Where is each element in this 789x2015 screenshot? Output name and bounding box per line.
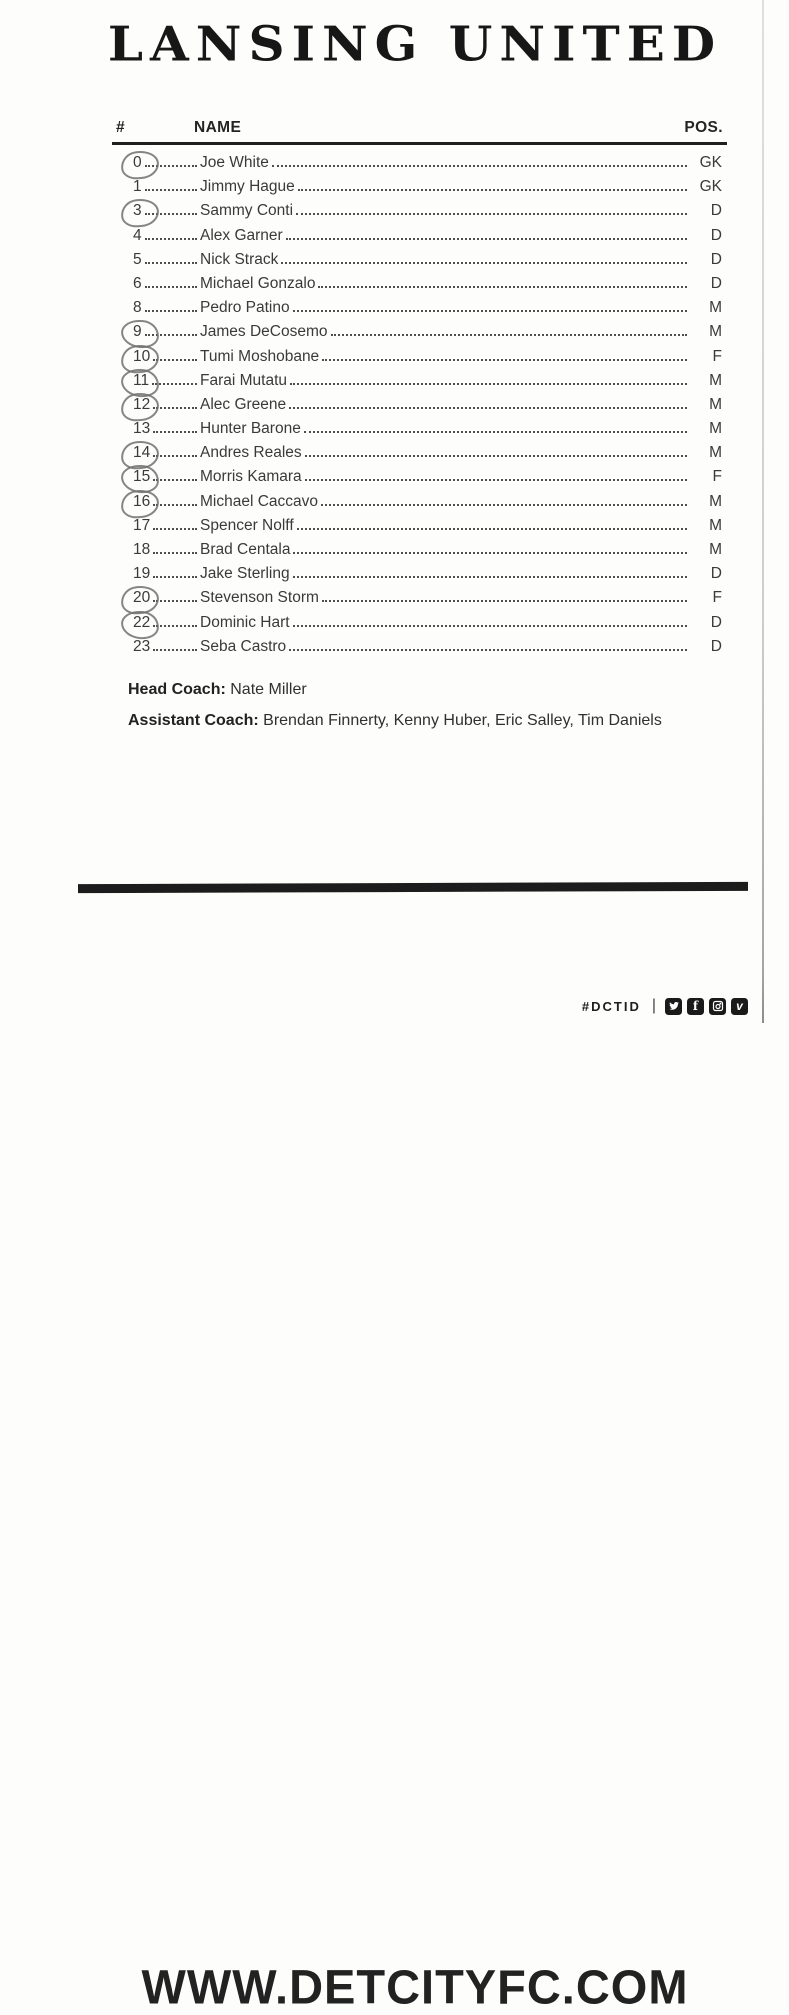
player-number-cell (112, 586, 200, 610)
player-number: 12 (133, 395, 151, 413)
player-position: M (709, 516, 722, 534)
scan-artifact-line (762, 0, 764, 1023)
dotted-leader (145, 262, 197, 264)
dotted-leader (153, 576, 197, 578)
table-row (112, 635, 727, 659)
player-number: 1 (133, 178, 142, 196)
player-number-cell (112, 465, 200, 489)
player-position: M (709, 299, 722, 317)
player-number-cell (112, 369, 200, 393)
player-position: GK (699, 178, 722, 196)
player-number-circle (112, 199, 142, 223)
player-name: Pedro Patino (200, 299, 290, 317)
player-number: 3 (133, 202, 142, 220)
player-position: F (712, 347, 722, 365)
player-number-circle (112, 562, 150, 586)
player-position: M (709, 444, 722, 462)
dotted-leader (153, 455, 197, 457)
dotted-leader (289, 649, 687, 651)
player-position: M (709, 395, 722, 413)
table-row (112, 514, 727, 538)
player-number-circle (112, 441, 150, 465)
player-number-circle (112, 490, 150, 514)
player-number-circle (112, 345, 150, 369)
player-number-cell (112, 514, 200, 538)
dotted-leader (296, 213, 687, 215)
table-row (112, 199, 727, 223)
dotted-leader (153, 600, 197, 602)
dotted-leader (304, 431, 687, 433)
coaches-section (128, 681, 662, 743)
player-number-cell (112, 272, 200, 296)
dotted-leader (298, 189, 687, 191)
vimeo-glyph: v (736, 999, 743, 1013)
player-name: Jimmy Hague (200, 178, 295, 196)
player-name: Brad Centala (200, 541, 291, 558)
table-rows (112, 145, 727, 659)
player-number-cell (112, 417, 200, 441)
table-row (112, 151, 727, 175)
player-number-circle (112, 224, 142, 248)
player-number-circle (112, 248, 142, 272)
player-number-cell (112, 320, 200, 344)
facebook-glyph: f (692, 999, 699, 1013)
table-header (112, 119, 727, 145)
player-number: 17 (133, 516, 151, 534)
dotted-leader (293, 625, 687, 627)
dotted-leader (286, 238, 687, 240)
roster-table (112, 119, 727, 659)
dotted-leader (145, 238, 197, 240)
player-number: 15 (133, 468, 151, 486)
dotted-leader (153, 479, 197, 481)
player-number-circle (112, 272, 142, 296)
player-number-circle (112, 611, 150, 635)
player-number: 9 (133, 323, 142, 341)
dotted-leader (281, 262, 687, 264)
player-position: M (709, 371, 722, 389)
table-row (112, 538, 727, 562)
table-row (112, 393, 727, 417)
table-row (112, 296, 727, 320)
roster-page (90, 0, 740, 1023)
dotted-leader (153, 431, 197, 433)
dotted-leader (153, 504, 197, 506)
player-name: James DeCosemo (200, 323, 328, 341)
player-name: Michael Gonzalo (200, 274, 316, 292)
player-number: 14 (133, 444, 151, 462)
header-name: NAME (194, 119, 242, 136)
player-position: GK (699, 154, 722, 171)
table-row (112, 248, 727, 272)
table-row (112, 175, 727, 199)
dotted-leader (153, 625, 197, 627)
player-number-cell (112, 538, 200, 562)
player-number-cell (112, 151, 200, 175)
player-number-circle (112, 514, 150, 538)
dotted-leader (153, 407, 197, 409)
table-row (112, 345, 727, 369)
player-position: D (710, 565, 722, 583)
player-number-circle (112, 320, 142, 344)
table-row (112, 272, 727, 296)
assistant-coach-names: Brendan Finnerty, Kenny Huber, Eric Salley, Tim Daniels (258, 712, 662, 729)
player-number: 4 (133, 226, 142, 244)
facebook-icon (687, 998, 704, 1015)
head-coach-line (128, 681, 662, 699)
dotted-leader (145, 286, 197, 288)
player-position: D (710, 202, 722, 220)
table-row (112, 586, 727, 610)
player-position: M (709, 492, 722, 510)
player-name: Morris Kamara (200, 468, 302, 486)
player-name: Hunter Barone (200, 420, 301, 438)
player-number-circle (112, 635, 150, 659)
player-name: Seba Castro (200, 637, 287, 655)
assistant-coach-label: Assistant Coach: (128, 712, 259, 729)
table-row (112, 465, 727, 489)
website-url: WWW.DETCITYFC.COM (141, 1959, 689, 2014)
table-row (112, 490, 727, 514)
player-number-cell (112, 611, 200, 635)
player-number: 23 (133, 637, 151, 655)
dotted-leader (318, 286, 687, 288)
hashtag-label: #DCTID (581, 998, 641, 1014)
player-number: 6 (133, 274, 142, 292)
player-number: 11 (133, 371, 150, 389)
player-number-circle (112, 369, 149, 393)
player-name: Michael Caccavo (200, 492, 319, 510)
dotted-leader (153, 552, 197, 554)
player-position: F (712, 468, 722, 486)
page-title: LANSING UNITED (107, 15, 723, 72)
table-row (112, 562, 727, 586)
dotted-leader (145, 189, 197, 191)
head-coach-name: Nate Miller (225, 681, 307, 698)
dotted-leader (290, 383, 687, 385)
player-name: Spencer Nolff (200, 516, 294, 534)
player-name: Alex Garner (200, 226, 283, 244)
social-footer (582, 997, 748, 1015)
player-number-circle (112, 393, 150, 417)
table-row (112, 320, 727, 344)
dotted-leader (293, 552, 687, 554)
player-number-circle (112, 151, 142, 175)
player-number-circle (112, 538, 150, 562)
player-name: Farai Mutatu (200, 371, 288, 389)
player-number: 16 (133, 492, 151, 510)
player-number: 19 (133, 565, 151, 583)
player-number-circle (112, 296, 142, 320)
player-number: 8 (133, 299, 142, 317)
player-position: D (710, 226, 722, 244)
player-number-circle (112, 586, 150, 610)
player-number-cell (112, 490, 200, 514)
player-number: 20 (133, 589, 151, 607)
table-row (112, 611, 727, 635)
player-number-cell (112, 635, 200, 659)
dotted-leader (289, 407, 687, 409)
table-row (112, 441, 727, 465)
table-row (112, 224, 727, 248)
player-number-circle (112, 417, 150, 441)
player-name: Nick Strack (200, 250, 279, 268)
vimeo-icon (731, 998, 748, 1015)
dotted-leader (293, 310, 687, 312)
dotted-leader (293, 576, 687, 578)
dotted-leader (322, 359, 687, 361)
player-name: Alec Greene (200, 395, 287, 413)
header-number: # (116, 119, 126, 136)
player-number: 22 (133, 613, 151, 631)
player-position: D (710, 613, 722, 631)
player-name: Tumi Moshobane (200, 347, 320, 365)
player-position: M (709, 323, 722, 341)
player-number-circle (112, 175, 142, 199)
player-number-cell (112, 199, 200, 223)
dotted-leader (322, 600, 687, 602)
dotted-leader (153, 528, 197, 530)
table-row (112, 417, 727, 441)
player-number: 13 (133, 420, 151, 438)
player-position: F (712, 589, 722, 607)
player-name: Andres Reales (200, 444, 302, 462)
player-name: Jake Sterling (200, 565, 290, 583)
player-number-circle (112, 465, 150, 489)
header-position: POS. (684, 119, 723, 136)
player-number-cell (112, 441, 200, 465)
dotted-leader (331, 334, 688, 336)
dotted-leader (297, 528, 687, 530)
player-name: Joe White (200, 154, 269, 171)
player-name: Stevenson Storm (200, 589, 319, 607)
player-position: D (710, 637, 722, 655)
player-number: 18 (133, 541, 151, 558)
player-number: 10 (133, 347, 151, 365)
player-position: M (709, 541, 722, 558)
table-row (112, 369, 727, 393)
separator: | (651, 997, 656, 1014)
head-coach-label: Head Coach: (128, 681, 226, 698)
player-position: D (710, 250, 722, 268)
player-number-cell (112, 393, 200, 417)
twitter-icon (665, 998, 682, 1015)
player-position: D (710, 274, 722, 292)
player-name: Sammy Conti (200, 202, 294, 220)
dotted-leader (153, 649, 197, 651)
dotted-leader (272, 165, 687, 167)
player-position: M (709, 420, 722, 438)
player-number: 0 (133, 154, 142, 171)
player-number-cell (112, 175, 200, 199)
dotted-leader (321, 504, 687, 506)
dotted-leader (305, 455, 687, 457)
instagram-icon (709, 998, 726, 1015)
dotted-leader (153, 359, 197, 361)
player-number-cell (112, 248, 200, 272)
dotted-leader (305, 479, 687, 481)
assistant-coach-line (128, 712, 662, 730)
dotted-leader (145, 310, 197, 312)
player-number: 5 (133, 250, 142, 268)
player-number-cell (112, 224, 200, 248)
player-number-cell (112, 296, 200, 320)
player-name: Dominic Hart (200, 613, 290, 631)
player-number-cell (112, 562, 200, 586)
player-number-cell (112, 345, 200, 369)
